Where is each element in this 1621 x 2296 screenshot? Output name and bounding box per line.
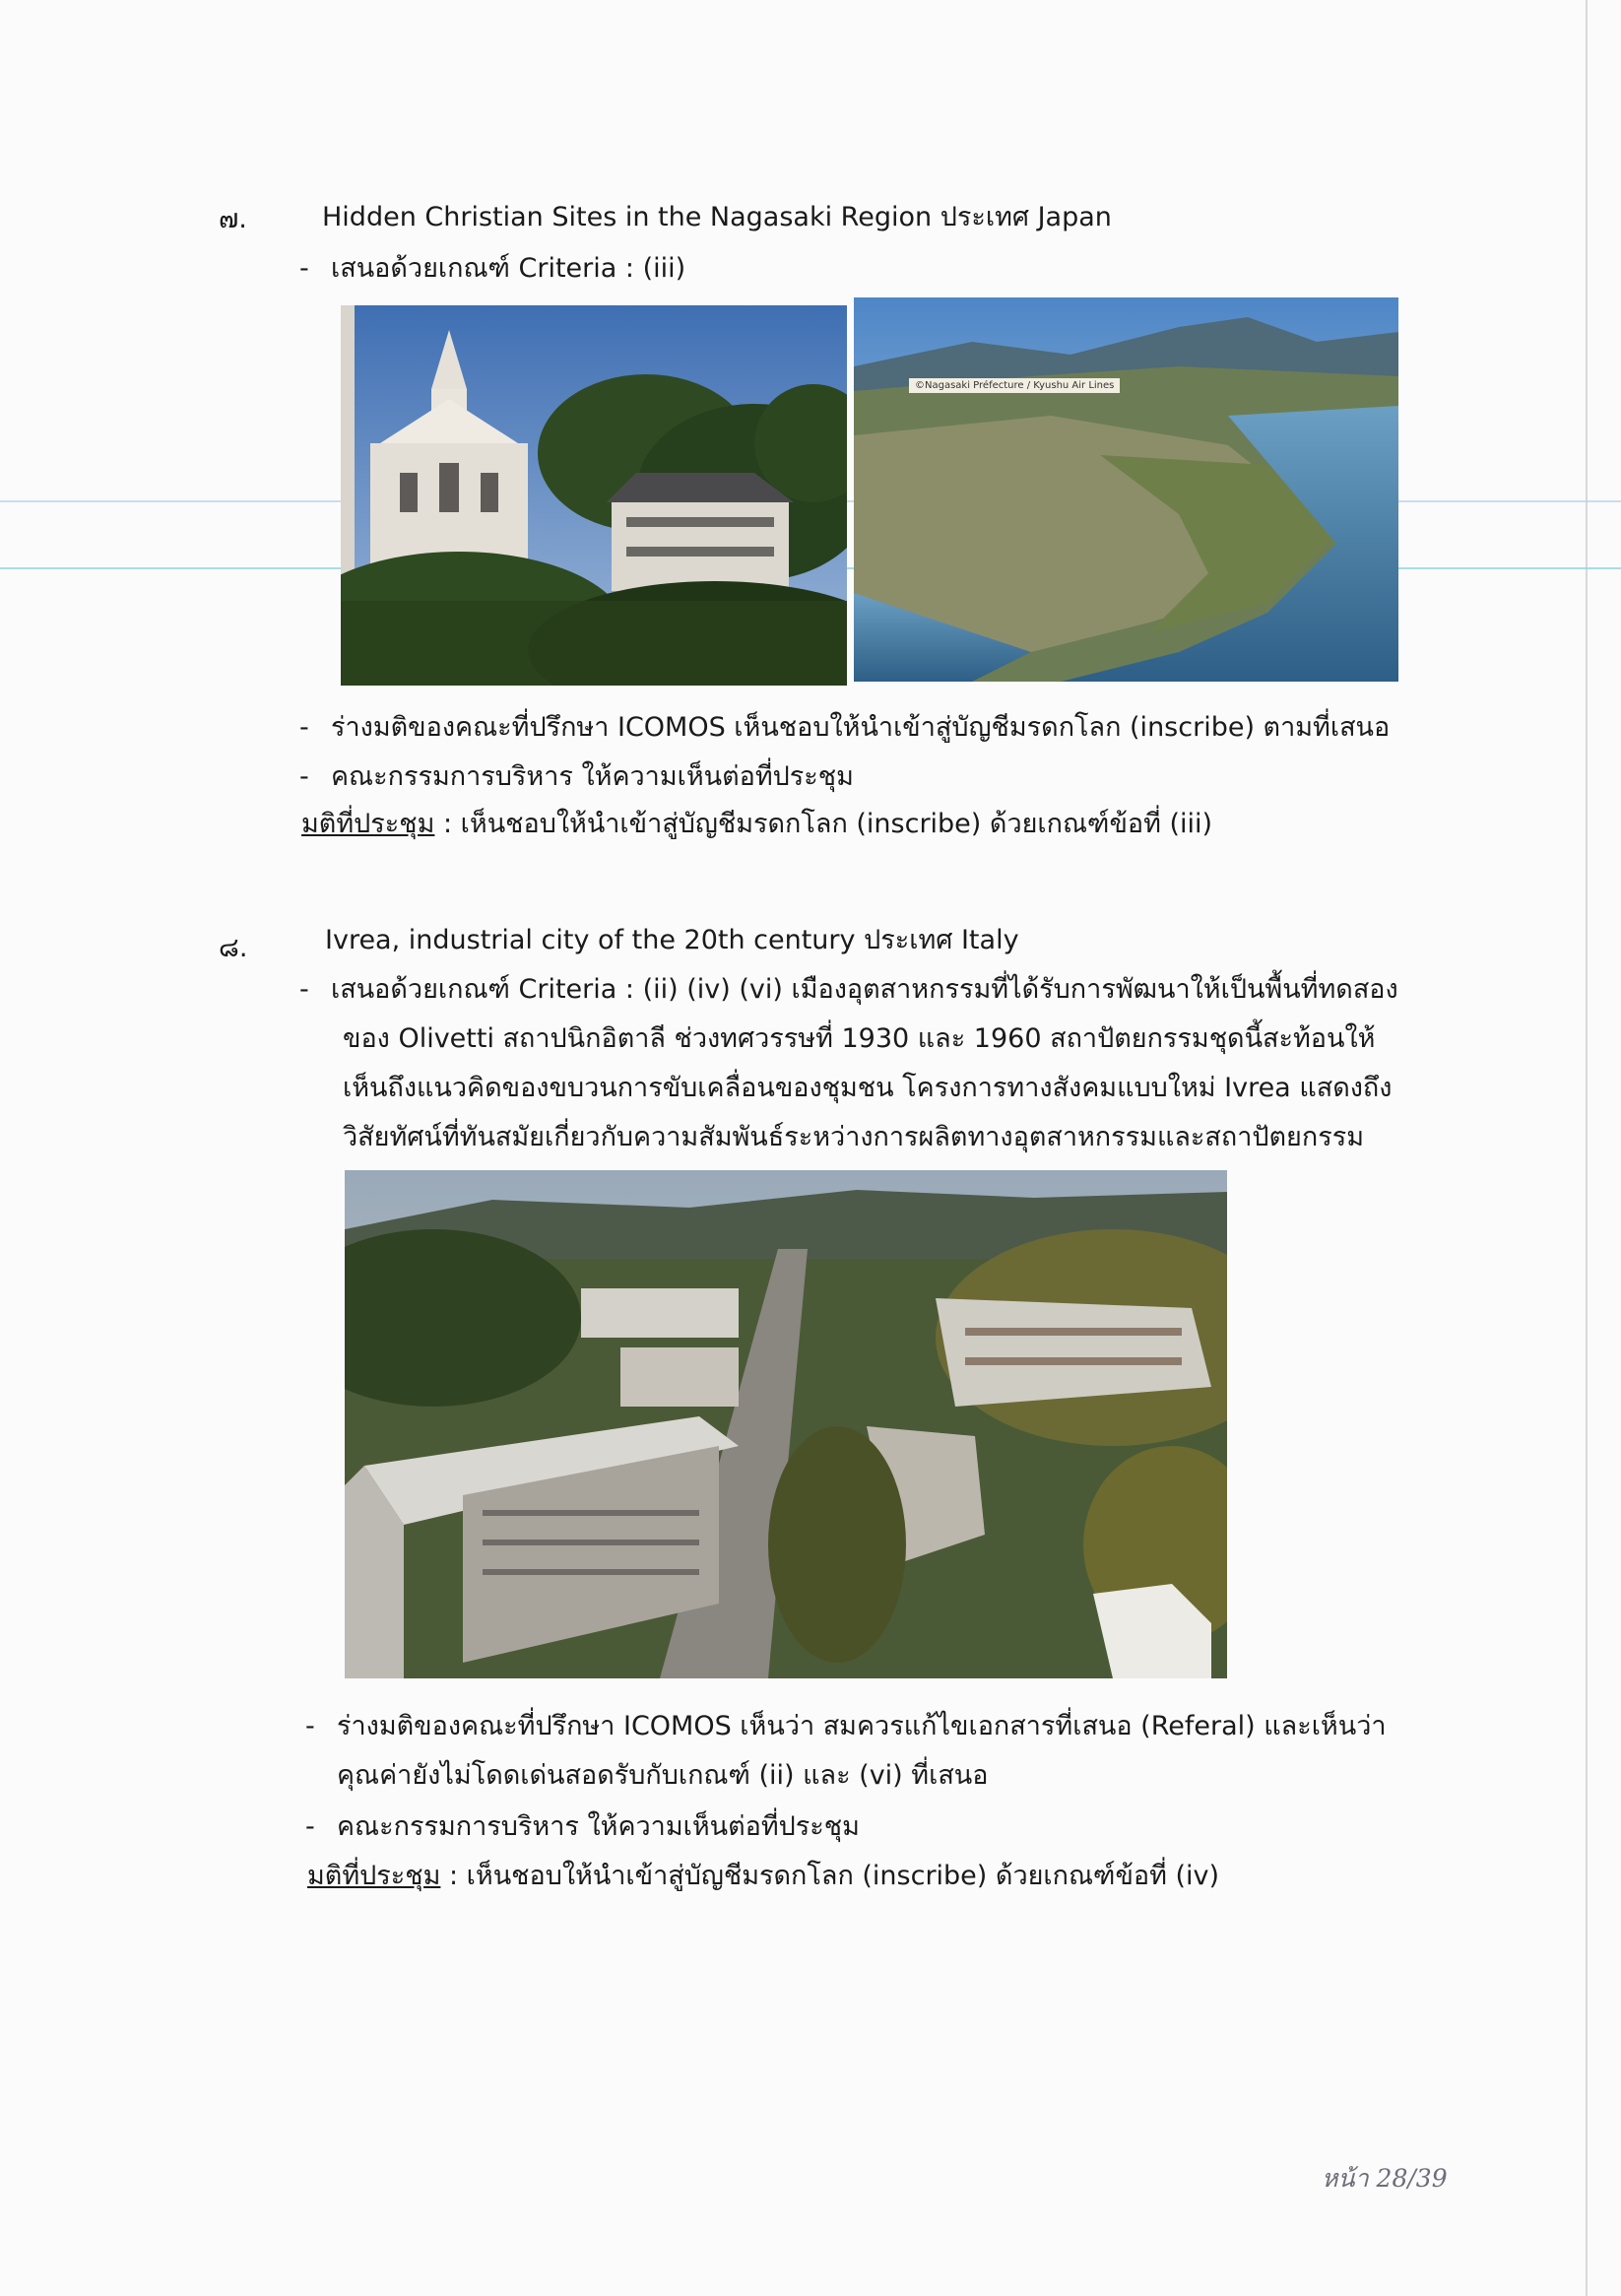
item-8-criteria-line: ของ Olivetti สถาปนิกอิตาลี ช่วงทศวรรษที่ 1930 และ 1960 สถาปัตยกรรมชุดนี้สะท้อนให้ [343,1023,1376,1054]
item-7-board: - คณะกรรมการบริหาร ให้ความเห็นต่อที่ประชุม [299,761,854,792]
item-7-number: ๗. [219,204,247,234]
item-7-criteria: - เสนอด้วยเกณฑ์ Criteria : (iii) [299,253,686,284]
church-photo [341,305,847,686]
item-8-icomos-line: คุณค่ายังไม่โดดเด่นสอดรับกับเกณฑ์ (ii) และ (vi) ที่เสนอ [337,1760,989,1791]
bullet: - [299,712,309,743]
resolution-label: มติที่ประชุม [307,1861,441,1891]
item-8-title: Ivrea, industrial city of the 20th century ประเทศ Italy [325,925,1019,955]
item-8-board: - คณะกรรมการบริหาร ให้ความเห็นต่อที่ประชุม [305,1811,860,1842]
bullet: - [305,1711,315,1741]
photo-credit: ©Nagasaki Préfecture / Kyushu Air Lines [909,378,1120,393]
item-8-icomos: - ร่างมติของคณะที่ปรึกษา ICOMOS เห็นว่า สมควรแก้ไขเอกสารที่เสนอ (Referal) และเห็นว่า [305,1711,1387,1741]
scan-edge-line [1586,0,1588,2296]
bullet: - [305,1811,315,1842]
item-7-resolution: มติที่ประชุม : เห็นชอบให้นำเข้าสู่บัญชีมรดกโลก (inscribe) ด้วยเกณฑ์ข้อที่ (iii) [301,809,1213,839]
aerial-coast-photo [854,297,1398,682]
bullet: - [299,761,309,792]
bullet: - [299,974,309,1005]
resolution-label: มติที่ประชุม [301,809,435,839]
item-8-criteria-line: เห็นถึงแนวคิดของขบวนการขับเคลื่อนของชุมชน โครงการทางสังคมแบบใหม่ Ivrea แสดงถึง [343,1073,1393,1103]
item-7-icomos: - ร่างมติของคณะที่ปรึกษา ICOMOS เห็นชอบให้นำเข้าสู่บัญชีมรดกโลก (inscribe) ตามที่เสนอ [299,712,1391,743]
page-number: หน้า 28/39 [1322,2164,1448,2193]
item-8-criteria-line: วิสัยทัศน์ที่ทันสมัยเกี่ยวกับความสัมพันธ์ระหว่างการผลิตทางอุตสาหกรรมและสถาปัตยกรรม [343,1122,1365,1152]
item-8-resolution: มติที่ประชุม : เห็นชอบให้นำเข้าสู่บัญชีมรดกโลก (inscribe) ด้วยเกณฑ์ข้อที่ (iv) [307,1861,1220,1891]
bullet: - [299,253,309,284]
ivrea-aerial-photo [345,1170,1227,1678]
item-7-title: Hidden Christian Sites in the Nagasaki Region ประเทศ Japan [322,202,1112,232]
item-8-number: ๘. [219,933,248,963]
item-8-criteria: - เสนอด้วยเกณฑ์ Criteria : (ii) (iv) (vi) เมืองอุตสาหกรรมที่ได้รับการพัฒนาให้เป็นพื้นที่ทดสอง [299,974,1398,1005]
